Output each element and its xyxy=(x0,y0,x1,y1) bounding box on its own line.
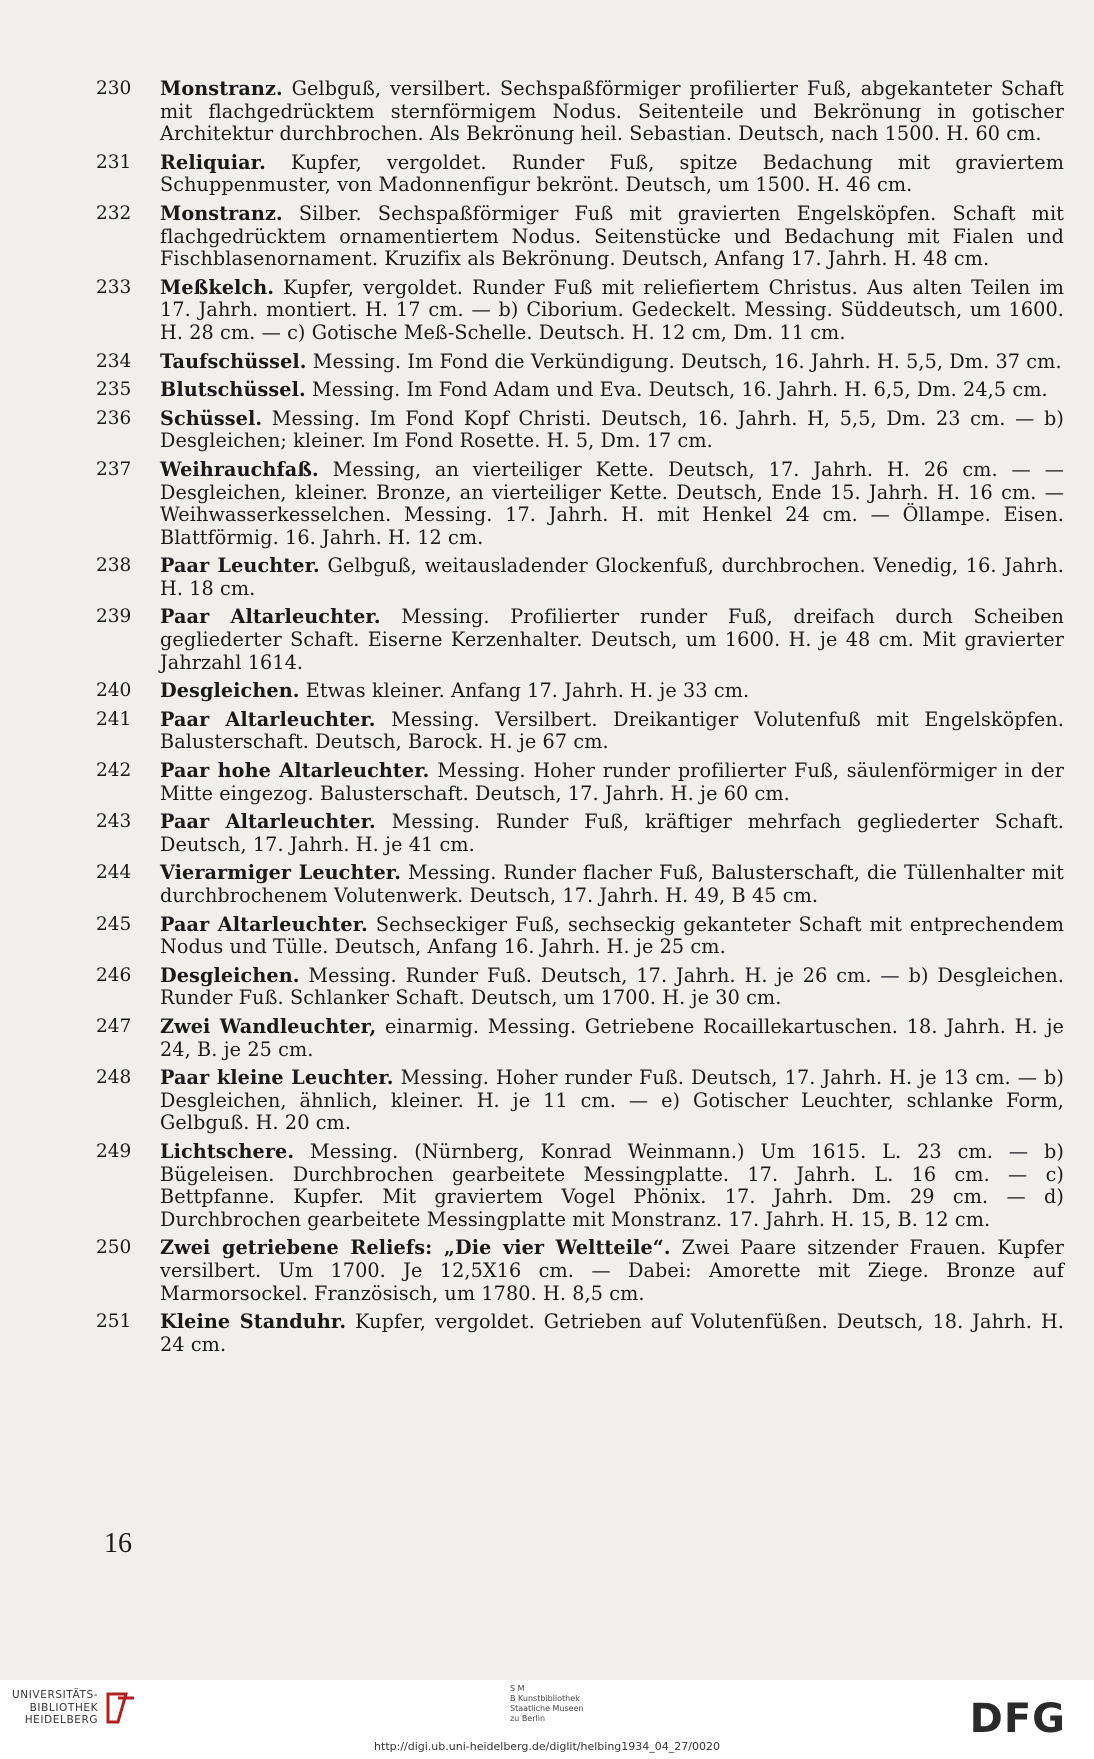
catalog-entry xyxy=(96,152,1064,197)
entry-description: Zwei Paare sitzender Frauen. Kupfer versilbert. Um 1700. Je 12,5X16 cm. — Dabei: Amorette mit Ziege. Bronze auf Marmorsockel. Französisch, um 1780. H. 8,5 cm. xyxy=(160,1236,1064,1305)
entry-description: Etwas kleiner. Anfang 17. Jahrh. H. je 33 cm. xyxy=(299,679,750,703)
entry-number: 251 xyxy=(96,1311,132,1333)
entry-title: Paar Altarleuchter. xyxy=(160,912,368,936)
entry-number: 236 xyxy=(96,407,132,429)
entry-title: Schüssel. xyxy=(160,406,263,430)
entry-number: 240 xyxy=(96,680,132,702)
entry-title: Zwei Wandleuchter, xyxy=(160,1014,377,1038)
entry-title: Vierarmiger Leuchter. xyxy=(160,861,402,885)
entry-body xyxy=(160,1067,1064,1135)
entry-number: 232 xyxy=(96,202,132,224)
entry-body xyxy=(160,351,1064,374)
entry-number: 241 xyxy=(96,708,132,730)
catalog-entry xyxy=(96,914,1064,959)
entry-body xyxy=(160,1311,1064,1356)
catalog-entry xyxy=(96,760,1064,805)
catalog-entry xyxy=(96,680,1064,703)
entry-title: Meßkelch. xyxy=(160,275,275,299)
entry-title: Paar kleine Leuchter. xyxy=(160,1066,394,1090)
entry-title: Lichtschere. xyxy=(160,1139,295,1163)
entry-description: Kupfer, vergoldet. Runder Fuß mit reliefiertem Christus. Aus alten Teilen im 17. Jahrh. montiert. H. 17 cm. — b) Ciborium. Gedeckelt. Messing. Süddeutsch, um 1600. H. 28 cm. — c) Gotische Meß-Schelle. Deutsch. H. 12 cm, Dm. 11 cm. xyxy=(160,275,1064,344)
university-mark-icon xyxy=(104,1688,138,1728)
entry-number: 250 xyxy=(96,1237,132,1259)
catalog-entry xyxy=(96,1141,1064,1231)
entry-description: Messing. Im Fond Adam und Eva. Deutsch, 16. Jahrh. H. 6,5, Dm. 24,5 cm. xyxy=(305,378,1048,402)
entry-body xyxy=(160,277,1064,345)
entry-description: Messing. Im Fond Kopf Christi. Deutsch, 16. Jahrh. H, 5,5, Dm. 23 cm. — b) Desgleichen; kleiner. Im Fond Rosette. H. 5, Dm. 17 cm. xyxy=(160,406,1064,453)
entry-title: Paar Altarleuchter. xyxy=(160,810,376,834)
entry-title: Monstranz. xyxy=(160,201,283,225)
entry-description: Messing. Hoher runder Fuß. Deutsch, 17. Jahrh. H. je 13 cm. — b) Desgleichen, ähnlich, kleiner. H. je 11 cm. — e) Gotischer Leuchter, schlanke Form, Gelbguß. H. 20 cm. xyxy=(160,1066,1064,1135)
catalog-entry xyxy=(96,606,1064,674)
entry-title: Blutschüssel. xyxy=(160,378,306,402)
entry-body xyxy=(160,760,1064,805)
catalog-entry xyxy=(96,862,1064,907)
catalog-entry xyxy=(96,203,1064,271)
entry-title: Taufschüssel. xyxy=(160,349,307,373)
entry-number: 239 xyxy=(96,606,132,628)
catalog-entry xyxy=(96,408,1064,453)
catalog-entry xyxy=(96,965,1064,1010)
source-url[interactable]: http://digi.ub.uni-heidelberg.de/diglit/helbing1934_04_27/0020 xyxy=(374,1740,720,1753)
entry-description: Messing. Profilierter runder Fuß, dreifach durch Scheiben gegliederter Schaft. Eiserne Kerzenhalter. Deutsch, um 1600. H. je 48 cm. Mit gravierter Jahrzahl 1614. xyxy=(160,605,1064,674)
dfg-logo[interactable]: DFG xyxy=(969,1696,1066,1742)
entry-number: 248 xyxy=(96,1067,132,1089)
catalog-entry xyxy=(96,1237,1064,1305)
entry-title: Paar Leuchter. xyxy=(160,554,320,578)
entry-number: 247 xyxy=(96,1015,132,1037)
entry-body xyxy=(160,1141,1064,1231)
entry-description: Kupfer, vergoldet. Getrieben auf Volutenfüßen. Deutsch, 18. Jahrh. H. 24 cm. xyxy=(160,1310,1064,1356)
entry-description: Gelbguß, weitausladender Glockenfuß, durchbrochen. Venedig, 16. Jahrh. H. 18 cm. xyxy=(160,554,1064,600)
entry-description: Messing. (Nürnberg, Konrad Weinmann.) Um 1615. L. 23 cm. — b) Bügeleisen. Durchbrochen gearbeitete Messingplatte. 17. Jahrh. L. 16 cm. — c) Bettpfanne. Kupfer. Mit graviertem Vogel Phönix. 17. Jahrh. Dm. 29 cm. — d) Durchbrochen gearbeitete Messingplatte mit Monstranz. 17. Jahrh. H. 15, B. 12 cm. xyxy=(160,1139,1064,1231)
catalog-entry xyxy=(96,379,1064,402)
catalog-entry xyxy=(96,811,1064,856)
footer xyxy=(0,1680,1094,1759)
catalog-entry xyxy=(96,709,1064,754)
entry-body xyxy=(160,606,1064,674)
catalog-entry xyxy=(96,459,1064,549)
entry-body xyxy=(160,914,1064,959)
entry-body xyxy=(160,78,1064,146)
entry-description: Silber. Sechspaßförmiger Fuß mit gravierten Engelsköpfen. Schaft mit flachgedrücktem ornamentiertem Nodus. Seitenstücke und Bedachung mit Fialen und Fischblasenornament. Kruzifix als Bekrönung. Deutsch, Anfang 17. Jahrh. H. 48 cm. xyxy=(160,201,1064,271)
entry-body xyxy=(160,203,1064,271)
entry-number: 231 xyxy=(96,151,132,173)
entry-body xyxy=(160,555,1064,600)
entry-body xyxy=(160,680,1064,703)
museum-stamp: S M B Kunstbibliothek Staatliche Museen zu Berlin xyxy=(510,1684,584,1723)
entry-title: Paar hohe Altarleuchter. xyxy=(160,759,430,783)
entry-title: Weihrauchfaß. xyxy=(160,457,319,481)
entry-body xyxy=(160,862,1064,907)
entry-body xyxy=(160,408,1064,453)
entry-body xyxy=(160,379,1064,402)
entry-title: Monstranz. xyxy=(160,77,283,100)
entry-title: Kleine Standuhr. xyxy=(160,1310,347,1334)
catalog-entry xyxy=(96,555,1064,600)
entry-title: Desgleichen. xyxy=(160,963,300,987)
entry-description: Sechseckiger Fuß, sechseckig gekanteter Schaft mit entprechendem Nodus und Tülle. Deutsch, Anfang 16. Jahrh. H. je 25 cm. xyxy=(160,912,1064,959)
entry-description: Messing, an vierteiliger Kette. Deutsch, 17. Jahrh. H. 26 cm. — — Desgleichen, kleiner. Bronze, an vierteiliger Kette. Deutsch, Ende 15. Jahrh. H. 16 cm. — Weihwasserkesselchen. Messing. 17. Jahrh. H. mit Henkel 24 cm. — Öllampe. Eisen. Blattförmig. 16. Jahrh. H. 12 cm. xyxy=(160,457,1064,549)
entry-body xyxy=(160,1237,1064,1305)
university-name: UNIVERSITÄTS- BIBLIOTHEK HEIDELBERG xyxy=(12,1689,99,1727)
entry-description: Gelbguß, versilbert. Sechspaßförmiger profilierter Fuß, abgekanteter Schaft mit flachgedrücktem sternförmigem Nodus. Seitenteile und Bekrönung in gotischer Architektur durchbrochen. Als Bekrönung heil. Sebastian. Deutsch, nach 1500. H. 60 cm. xyxy=(160,77,1064,146)
entry-body xyxy=(160,811,1064,856)
university-logo[interactable] xyxy=(12,1688,138,1728)
entry-description: einarmig. Messing. Getriebene Rocaillekartuschen. 18. Jahrh. H. je 24, B. je 25 cm. xyxy=(160,1014,1064,1061)
catalog-entry xyxy=(96,351,1064,374)
entry-description: Messing. Runder flacher Fuß, Balusterschaft, die Tüllenhalter mit durchbrochenem Volutenwerk. Deutsch, 17. Jahrh. H. 49, B 45 cm. xyxy=(160,861,1064,907)
catalog-entry xyxy=(96,1016,1064,1061)
entry-description: Messing. Im Fond die Verkündigung. Deutsch, 16. Jahrh. H. 5,5, Dm. 37 cm. xyxy=(306,349,1062,373)
catalog-entries xyxy=(96,78,1064,1362)
entry-description: Messing. Runder Fuß. Deutsch, 17. Jahrh. H. je 26 cm. — b) Desgleichen. Runder Fuß. Schlanker Schaft. Deutsch, um 1700. H. je 30 cm. xyxy=(160,963,1064,1010)
entry-title: Zwei getriebene Reliefs: „Die vier Weltteile“. xyxy=(160,1236,671,1260)
catalog-entry xyxy=(96,1311,1064,1356)
entry-number: 244 xyxy=(96,862,132,884)
entry-number: 237 xyxy=(96,458,132,480)
entry-description: Messing. Versilbert. Dreikantiger Volutenfuß mit Engelsköpfen. Balusterschaft. Deutsch, Barock. H. je 67 cm. xyxy=(160,707,1064,754)
entry-body xyxy=(160,152,1064,197)
entry-title: Paar Altarleuchter. xyxy=(160,605,381,629)
entry-number: 245 xyxy=(96,913,132,935)
catalog-entry xyxy=(96,78,1064,146)
entry-number: 249 xyxy=(96,1140,132,1162)
entry-number: 238 xyxy=(96,555,132,577)
catalog-entry xyxy=(96,277,1064,345)
entry-number: 246 xyxy=(96,964,132,986)
entry-number: 233 xyxy=(96,276,132,298)
entry-number: 242 xyxy=(96,760,132,782)
entry-number: 243 xyxy=(96,811,132,833)
entry-title: Reliquiar. xyxy=(160,150,266,174)
entry-number: 234 xyxy=(96,350,132,372)
entry-description: Kupfer, vergoldet. Runder Fuß, spitze Bedachung mit graviertem Schuppenmuster, von Madonnenfigur bekrönt. Deutsch, um 1500. H. 46 cm. xyxy=(160,150,1064,197)
page-number: 16 xyxy=(104,1528,132,1559)
entry-description: Messing. Hoher runder profilierter Fuß, säulenförmiger in der Mitte eingezog. Balusterschaft. Deutsch, 17. Jahrh. H. je 60 cm. xyxy=(160,759,1064,805)
entry-body xyxy=(160,709,1064,754)
entry-body xyxy=(160,1016,1064,1061)
entry-title: Desgleichen. xyxy=(160,679,300,703)
catalog-entry xyxy=(96,1067,1064,1135)
entry-number: 235 xyxy=(96,379,132,401)
entry-body xyxy=(160,965,1064,1010)
entry-description: Messing. Runder Fuß, kräftiger mehrfach gegliederter Schaft. Deutsch, 17. Jahrh. H. je 41 cm. xyxy=(160,810,1064,856)
entry-body xyxy=(160,459,1064,549)
entry-title: Paar Altarleuchter. xyxy=(160,707,376,731)
entry-number: 230 xyxy=(96,78,132,99)
